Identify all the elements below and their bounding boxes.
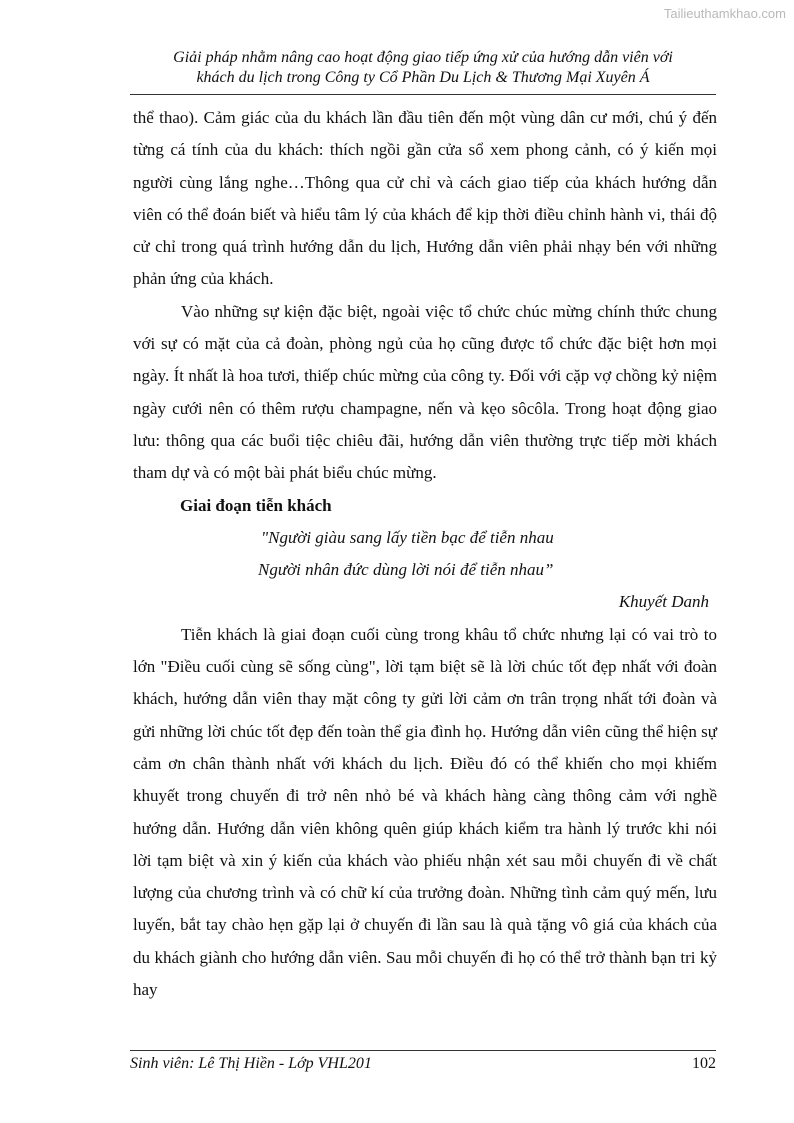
paragraph-3: Tiễn khách là giai đoạn cuối cùng trong khâu tổ chức nhưng lại có vai trò to lớn "Điều cuối cùng sẽ sống cùng", lời tạm biệt sẽ là lời chúc tốt đẹp nhất với đoàn khách, hướng dẫn viên thay mặt công ty gửi lời cảm ơn trân trọng nhất tới đoàn và gửi những lời chúc tốt đẹp đến toàn thể gia đình họ. Hướng dẫn viên cũng thể hiện sự cảm ơn chân thành nhất với khách du lịch. Điều đó có thể khiến cho mọi khiếm khuyết trong chuyến đi trở nên nhỏ bé và khách hàng càng thông cảm với nghề hướng dẫn. Hướng dẫn viên không quên giúp khách kiểm tra hành lý trước khi nói lời tạm biệt và xin ý kiến của khách vào phiếu nhận xét sau mỗi chuyến đi về chất lượng của chương trình và có chữ kí của trưởng đoàn. Những tình cảm quý mến, lưu luyến, bắt tay chào hẹn gặp lại ở chuyến đi lần sau là quà tặng vô giá của khách của du khách giành cho hướng dẫn viên. Sau mỗi chuyến đi họ có thể trở thành bạn tri kỷ hay (133, 624, 717, 1000)
quote-attribution: Khuyết Danh (618, 592, 709, 612)
footer-divider (130, 1050, 716, 1051)
paragraph-2: Vào những sự kiện đặc biệt, ngoài việc tổ chức chúc mừng chính thức chung với sự có mặt của cả đoàn, phòng ngủ của họ cũng được tổ chức đặc biệt hơn mọi ngày. Ít nhất là hoa tươi, thiếp chúc mừng của công ty. Đối với cặp vợ chồng kỷ niệm ngày cưới nên có thêm rượu champagne, nến và kẹo sôcôla. Trong hoạt động giao lưu: thông qua các buổi tiệc chiêu đãi, hướng dẫn viên thường trực tiếp mời khách tham dự và có một bài phát biểu chúc mừng. (133, 301, 717, 483)
section-heading: Giai đoạn tiễn khách (180, 495, 332, 515)
page-header (130, 48, 716, 88)
footer-student-info: Sinh viên: Lê Thị Hiền - Lớp VHL201 (130, 1055, 372, 1072)
header-divider (130, 94, 716, 95)
page-number: 102 (692, 1055, 716, 1072)
header-line-1: Giải pháp nhằm nâng cao hoạt động giao tiếp ứng xử của hướng dẫn viên với (173, 49, 673, 66)
quote-line-1: "Người giàu sang lấy tiền bạc để tiễn nhau (261, 527, 554, 547)
paragraph-1: thể thao). Cảm giác của du khách lần đầu tiên đến một vùng dân cư mới, chú ý đến từng cá tính của du khách: thích ngồi gần cửa sổ xem phong cảnh, có ý kiến mọi người cùng lắng nghe…Thông qua cử chỉ và cách giao tiếp của khách hướng dẫn viên có thể đoán biết và hiểu tâm lý của khách để kịp thời điều chỉnh hành vi, thái độ cử chỉ trong quá trình hướng dẫn du lịch, Hướng dẫn viên phải nhạy bén với những phản ứng của khách. (133, 108, 717, 289)
page-footer (130, 1055, 716, 1073)
document-body (133, 102, 717, 1006)
watermark-text: Tailieuthamkhao.com (663, 6, 786, 21)
quote-line-2: Người nhân đức dùng lời nói để tiễn nhau” (258, 560, 554, 580)
header-line-2: khách du lịch trong Công ty Cổ Phần Du Lịch & Thương Mại Xuyên Á (196, 69, 650, 86)
